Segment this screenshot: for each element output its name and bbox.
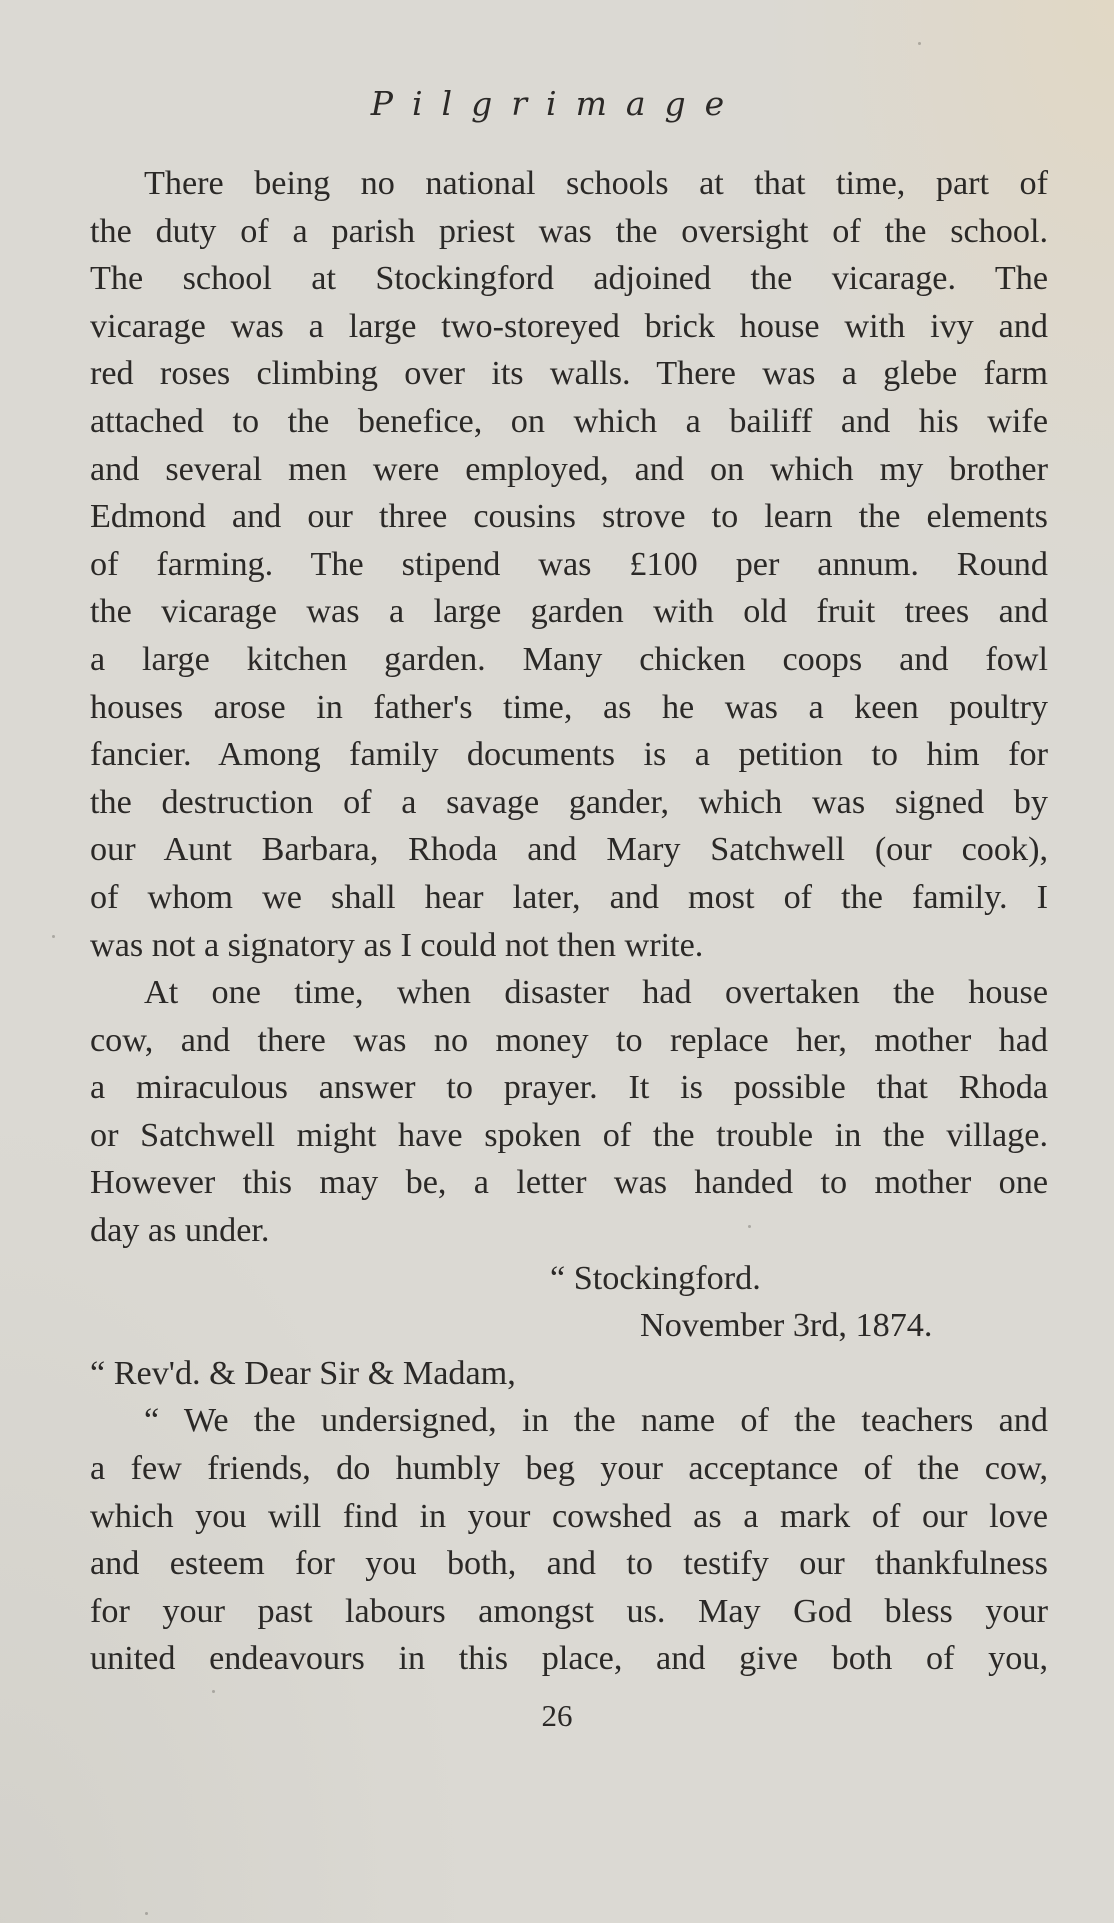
text-line: red roses climbing over its walls. There was a glebe farm bbox=[90, 355, 1048, 393]
text-line: Edmond and our three cousins strove to learn the elements bbox=[90, 498, 1048, 536]
text-line: or Satchwell might have spoken of the trouble in the village. bbox=[90, 1116, 1048, 1154]
paper-speck bbox=[52, 935, 55, 938]
text-line: The school at Stockingford adjoined the vicarage. The bbox=[90, 260, 1048, 298]
paper-speck bbox=[145, 1912, 148, 1915]
paper-speck bbox=[212, 1690, 215, 1693]
text-line: vicarage was a large two-storeyed brick house with ivy and bbox=[90, 307, 1048, 345]
body-text bbox=[90, 160, 1048, 1683]
text-line: and esteem for you both, and to testify our thankfulness bbox=[90, 1545, 1048, 1583]
text-line: a miraculous answer to prayer. It is possible that Rhoda bbox=[90, 1069, 1048, 1107]
paper-speck bbox=[918, 42, 921, 45]
text-line: for your past labours amongst us. May God bless your bbox=[90, 1592, 1048, 1630]
text-line: our Aunt Barbara, Rhoda and Mary Satchwell (our cook), bbox=[90, 831, 1048, 869]
text-line: united endeavours in this place, and give both of you, bbox=[90, 1640, 1048, 1678]
text-line: day as under. bbox=[90, 1212, 270, 1250]
text-line: which you will find in your cowshed as a mark of our love bbox=[90, 1497, 1048, 1535]
page-number: 26 bbox=[541, 1698, 573, 1733]
text-line: a large kitchen garden. Many chicken coops and fowl bbox=[90, 640, 1048, 678]
text-line: was not a signatory as I could not then write. bbox=[90, 926, 704, 964]
text-line: At one time, when disaster had overtaken the house bbox=[144, 974, 1048, 1012]
text-line: “ We the undersigned, in the name of the teachers and bbox=[144, 1402, 1048, 1440]
text-line: the destruction of a savage gander, which was signed by bbox=[90, 783, 1048, 821]
text-line: cow, and there was no money to replace her, mother had bbox=[90, 1021, 1048, 1059]
running-head: Pilgrimage bbox=[370, 84, 744, 123]
text-line: and several men were employed, and on which my brother bbox=[90, 450, 1048, 488]
letter-place: “ Stockingford. bbox=[550, 1259, 761, 1297]
text-line: attached to the benefice, on which a bailiff and his wife bbox=[90, 402, 1048, 440]
text-line: of whom we shall hear later, and most of the family. I bbox=[90, 878, 1048, 916]
text-line: houses arose in father's time, as he was a keen poultry bbox=[90, 688, 1048, 726]
text-line: a few friends, do humbly beg your acceptance of the cow, bbox=[90, 1450, 1048, 1488]
paragraph-2 bbox=[90, 969, 1048, 1255]
letter bbox=[90, 1255, 1048, 1683]
text-line: of farming. The stipend was £100 per annum. Round bbox=[90, 545, 1048, 583]
text-line: fancier. Among family documents is a petition to him for bbox=[90, 736, 1048, 774]
letter-salutation: “ Rev'd. & Dear Sir & Madam, bbox=[90, 1354, 516, 1392]
paper-speck bbox=[748, 1225, 751, 1228]
letter-date: November 3rd, 1874. bbox=[640, 1307, 933, 1345]
text-line: There being no national schools at that time, part of bbox=[144, 165, 1048, 202]
text-line: However this may be, a letter was handed to mother one bbox=[90, 1164, 1048, 1202]
text-line: the vicarage was a large garden with old fruit trees and bbox=[90, 593, 1048, 631]
paragraph-1 bbox=[90, 160, 1048, 969]
text-line: the duty of a parish priest was the oversight of the school. bbox=[90, 212, 1048, 250]
